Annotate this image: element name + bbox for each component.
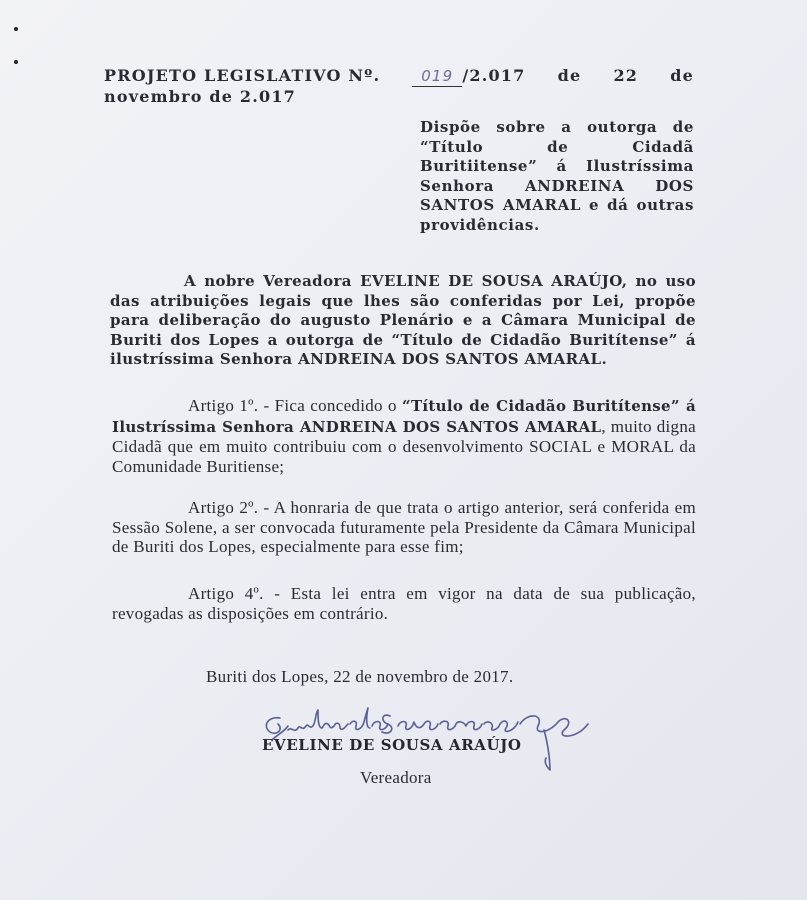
artigo-1-rest: , muito digna Cidadã que em muito contribuiu com o desenvolvimento SOCIAL e MORAL da Comunidade Buritiense; xyxy=(112,416,696,476)
heading-de: de xyxy=(557,66,582,85)
margin-dot xyxy=(14,60,18,64)
artigo-1 xyxy=(112,396,696,476)
handwritten-number: 019 xyxy=(412,66,462,87)
signer-name: EVELINE DE SOUSA ARAÚJO xyxy=(262,736,522,754)
artigo-1-bold: “Título de Cidadão Buritítense” á Ilustríssima Senhora ANDREINA DOS SANTOS AMARAL xyxy=(112,397,696,436)
intro-honoree: ANDREINA DOS SANTOS AMARAL. xyxy=(298,350,608,368)
signer-role: Vereadora xyxy=(360,768,432,787)
intro-body: , no uso das atribuições legais que lhes são conferidas por Lei, propõe para deliberação do augusto Plenário e a Câmara Municipal de Buriti dos Lopes a outorga de “Título de Cidadão Buritítense” á ilustríssima Senhora xyxy=(110,272,697,368)
heading-title: PROJETO LEGISLATIVO Nº. xyxy=(104,66,381,85)
intro-author: EVELINE DE SOUSA ARAÚJO xyxy=(360,272,622,290)
heading-number xyxy=(412,66,525,87)
heading-month-year: novembro de 2.017 xyxy=(104,87,297,106)
document-heading xyxy=(104,66,694,107)
intro-lead: A nobre Vereadora xyxy=(184,272,361,290)
margin-dot xyxy=(14,27,18,31)
intro-paragraph xyxy=(110,272,696,370)
ementa: Dispõe sobre a outorga de “Título de Cidadã Buritiitense” á Ilustríssima Senhora ANDREINA DOS SANTOS AMARAL e dá outras providências. xyxy=(420,118,694,234)
place-date: Buriti dos Lopes, 22 de novembro de 2017. xyxy=(206,667,514,686)
heading-year: /2.017 xyxy=(462,66,526,85)
heading-day: 22 xyxy=(613,66,639,85)
artigo-4: Artigo 4º. - Esta lei entra em vigor na data de sua publicação, revogadas as disposições em contrário. xyxy=(112,584,696,623)
artigo-2: Artigo 2º. - A honraria de que trata o artigo anterior, será conferida em Sessão Solene, a ser convocada futuramente pela Presidente da Câmara Municipal de Buriti dos Lopes, especialmente para esse fim; xyxy=(112,498,696,556)
heading-de-2: de xyxy=(670,66,694,85)
artigo-1-lead: Artigo 1º. - Fica concedido o xyxy=(188,396,403,415)
